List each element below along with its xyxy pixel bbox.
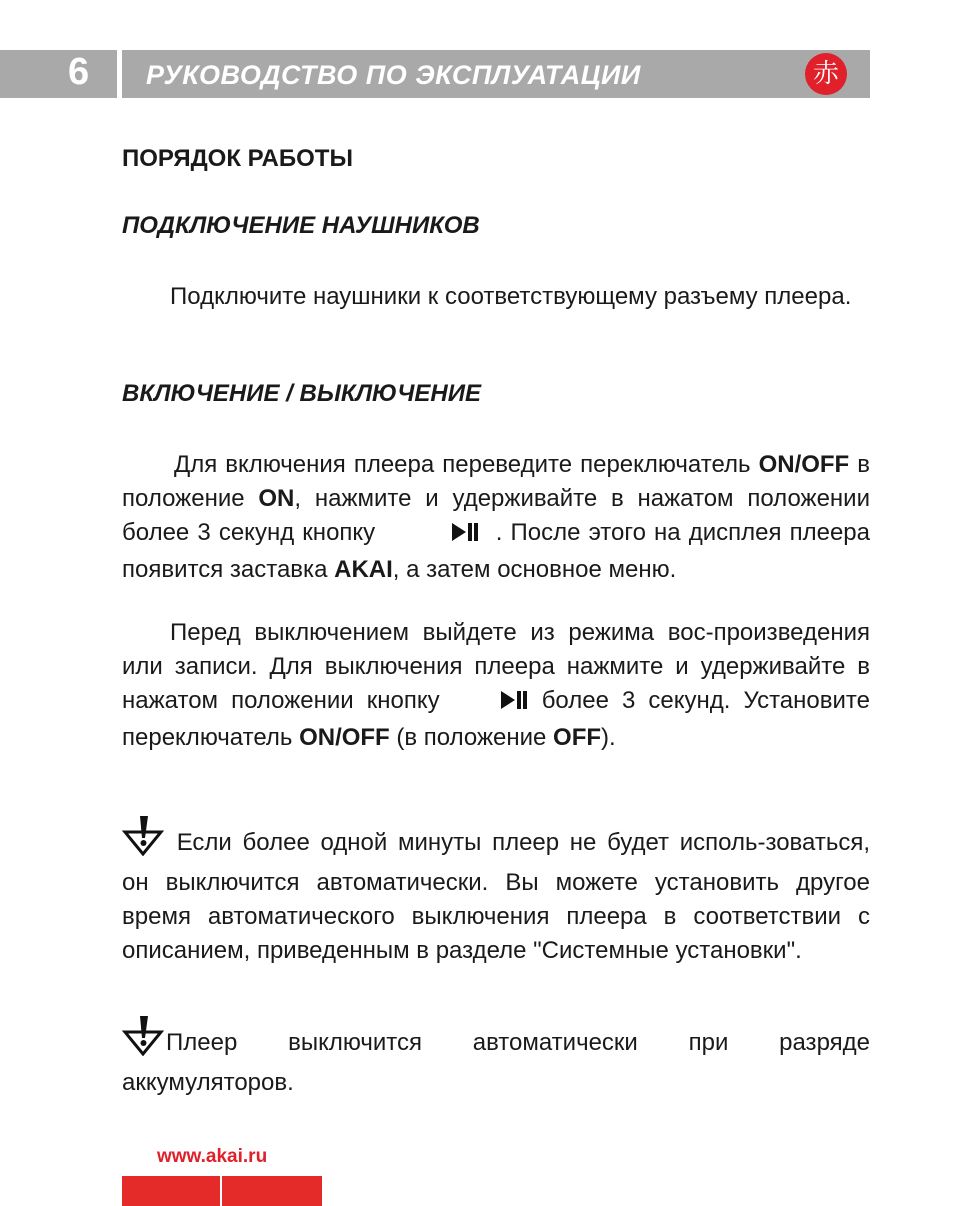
text-span: , а затем основное меню. [392,556,677,583]
text-span: . После этого на дисплея плеера появится заставка [122,519,870,583]
on-off-label: ON/OFF [758,451,850,478]
header-title: РУКОВОДСТВО ПО ЭКСПЛУАТАЦИИ [146,60,641,90]
footer-bar [222,1176,322,1206]
footer-url-link[interactable]: www.akai.ru [157,1146,268,1167]
text-span: ). [601,724,616,751]
text-span: более 3 секунд. Установите переключатель [122,687,870,751]
note-2 [122,1016,870,1100]
power-on-paragraph [122,448,870,587]
power-off-paragraph [122,616,870,755]
akai-label: AKAI [334,556,393,583]
footer-bar [122,1176,220,1206]
text-span: (в положение [389,724,554,751]
text-span: , нажмите и удерживайте в нажатом положении более 3 секунд кнопку [122,485,870,546]
page-number: 6 [68,51,90,93]
text-span: в положение [122,451,871,512]
note-1 [122,816,870,968]
text-span: Перед выключением выйдете из режима вос-произведения или записи. Для выключения плеера нажмите и удерживайте в нажатом положении кнопку [122,619,870,714]
headphones-paragraph [122,280,870,314]
power-heading: ВКЛЮЧЕНИЕ / ВЫКЛЮЧЕНИЕ [122,380,481,407]
header-left-block [0,50,117,98]
section-title: ПОРЯДОК РАБОТЫ [122,145,353,172]
text-span: Для включения плеера переведите переключатель [174,451,759,478]
headphones-text: Подключите наушники к соответствующему разъему плеера. [170,283,852,310]
headphones-heading: ПОДКЛЮЧЕНИЕ НАУШНИКОВ [122,212,480,239]
note-2-text: Плеер выключится автоматически при разряде аккумуляторов. [122,1029,870,1096]
off-label: OFF [553,724,602,751]
play-pause-icon [400,519,480,553]
on-off-label: ON/OFF [299,724,390,751]
note-1-text: Если более одной минуты плеер не будет исполь-зоваться, он выключится автоматически. Вы можете установить другое время автоматического выключения плеера в соответствии с описанием, приведенным в разделе "Системные установки". [122,829,870,964]
warning-icon [122,1016,166,1066]
warning-icon [122,816,166,866]
header-bar [122,50,870,98]
on-label: ON [258,485,295,512]
akai-logo-icon [805,53,847,95]
play-pause-icon [453,687,529,721]
logo-glyph: 赤 [812,59,839,89]
